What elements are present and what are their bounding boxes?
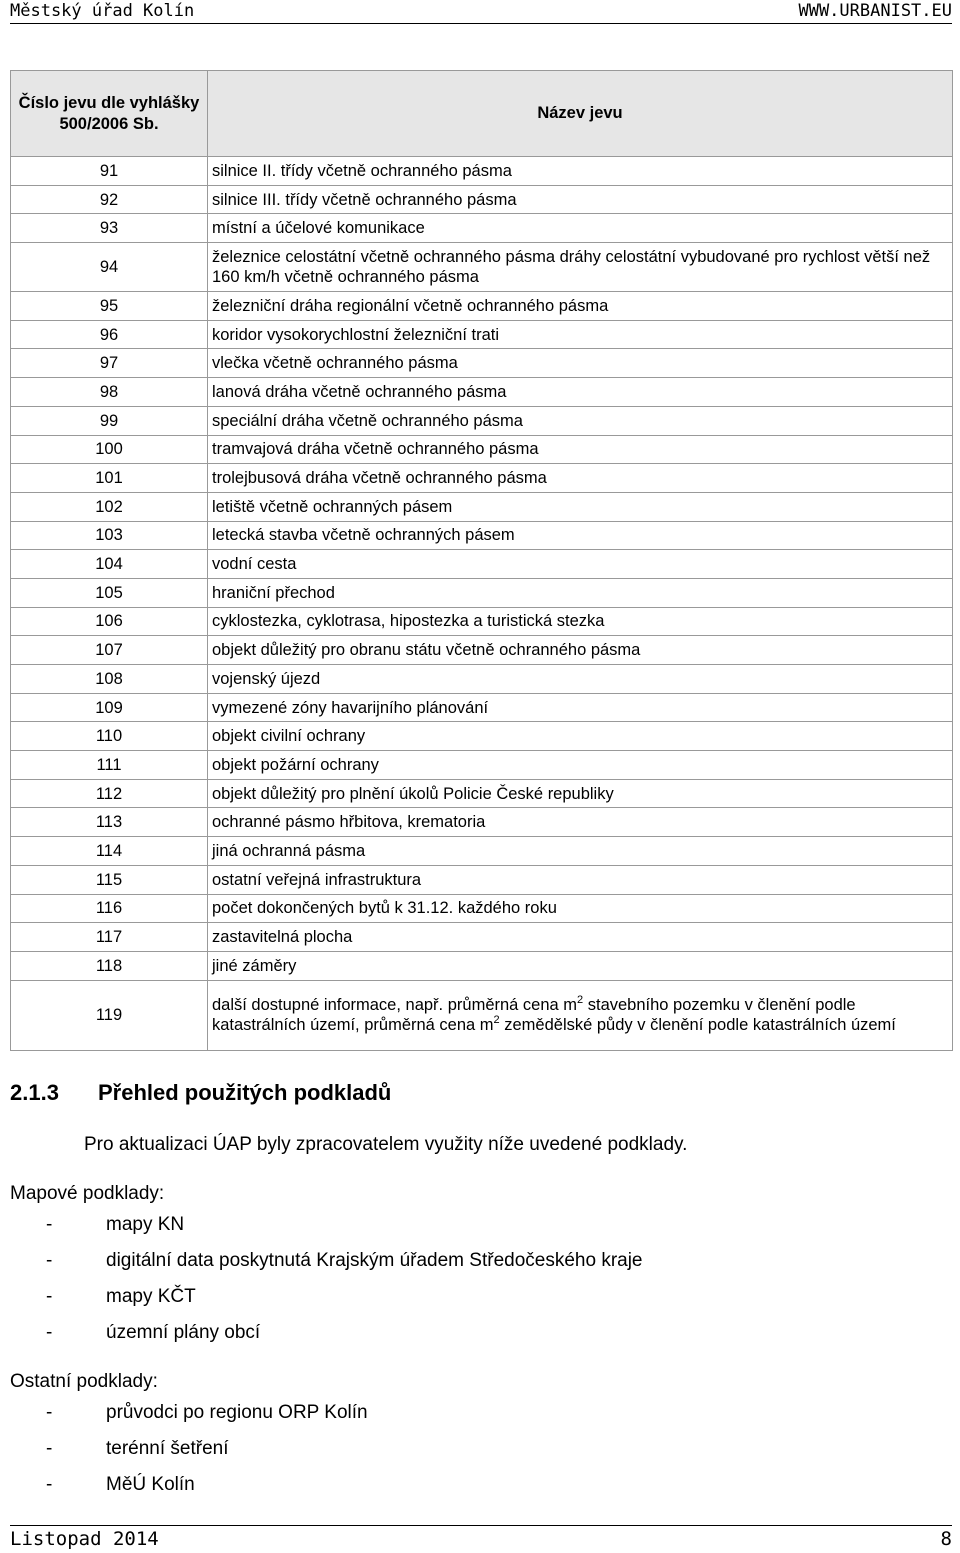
list-item xyxy=(46,1250,643,1272)
page-footer xyxy=(10,1525,952,1553)
superscript: 2 xyxy=(577,994,584,1007)
row-name: vojenský újezd xyxy=(208,665,953,694)
row-number: 114 xyxy=(11,837,208,866)
row-number: 119 xyxy=(11,980,208,1050)
table-row xyxy=(11,320,953,349)
row-number: 107 xyxy=(11,636,208,665)
row-name: vodní cesta xyxy=(208,550,953,579)
list-item xyxy=(46,1474,195,1496)
col-number-header: Číslo jevu dle vyhlášky 500/2006 Sb. xyxy=(11,71,208,157)
list-item xyxy=(46,1214,184,1236)
table-row xyxy=(11,665,953,694)
page-header xyxy=(10,0,952,24)
table-row xyxy=(11,464,953,493)
bullet: - xyxy=(46,1402,53,1423)
table-row xyxy=(11,378,953,407)
row-name-part: další dostupné informace, např. průměrná cena m xyxy=(212,996,578,1015)
intro-paragraph: Pro aktualizaci ÚAP byly zpracovatelem využity níže uvedené podklady. xyxy=(84,1134,688,1155)
section-number: 2.1.3 xyxy=(10,1080,59,1105)
table-row xyxy=(11,607,953,636)
superscript: 2 xyxy=(493,1014,500,1027)
row-number: 95 xyxy=(11,292,208,321)
table-row xyxy=(11,521,953,550)
footer-date: Listopad 2014 xyxy=(10,1528,159,1550)
header-office: Městský úřad Kolín xyxy=(10,1,195,21)
row-number: 110 xyxy=(11,722,208,751)
row-name: zastavitelná plocha xyxy=(208,923,953,952)
list-item-text: průvodci po regionu ORP Kolín xyxy=(106,1402,368,1423)
table-row xyxy=(11,951,953,980)
row-number: 100 xyxy=(11,435,208,464)
col-name-header: Název jevu xyxy=(208,71,953,157)
header-website: WWW.URBANIST.EU xyxy=(798,1,952,21)
row-name: cyklostezka, cyklotrasa, hipostezka a turistická stezka xyxy=(208,607,953,636)
table-row xyxy=(11,292,953,321)
table-row xyxy=(11,578,953,607)
row-name: trolejbusová dráha včetně ochranného pásma xyxy=(208,464,953,493)
list-item xyxy=(46,1322,260,1344)
row-number: 103 xyxy=(11,521,208,550)
row-name: lanová dráha včetně ochranného pásma xyxy=(208,378,953,407)
map-sources-label: Mapové podklady: xyxy=(10,1183,165,1204)
row-name: silnice II. třídy včetně ochranného pásma xyxy=(208,157,953,186)
row-name: vymezené zóny havarijního plánování xyxy=(208,693,953,722)
bullet: - xyxy=(46,1474,53,1495)
list-item-text: terénní šetření xyxy=(106,1438,229,1459)
table-row xyxy=(11,492,953,521)
row-name: koridor vysokorychlostní železniční trati xyxy=(208,320,953,349)
row-number: 109 xyxy=(11,693,208,722)
row-number: 96 xyxy=(11,320,208,349)
row-name: místní a účelové komunikace xyxy=(208,214,953,243)
table-row xyxy=(11,751,953,780)
row-name: hraniční přechod xyxy=(208,578,953,607)
list-item-text: mapy KČT xyxy=(106,1286,196,1307)
list-item-text: MěÚ Kolín xyxy=(106,1474,195,1495)
row-number: 116 xyxy=(11,894,208,923)
row-number: 98 xyxy=(11,378,208,407)
list-item-text: digitální data poskytnutá Krajským úřadem Středočeského kraje xyxy=(106,1250,643,1271)
row-number: 105 xyxy=(11,578,208,607)
section-heading xyxy=(10,1080,391,1106)
row-number: 91 xyxy=(11,157,208,186)
row-number: 106 xyxy=(11,607,208,636)
bullet: - xyxy=(46,1250,53,1271)
other-sources-label: Ostatní podklady: xyxy=(10,1371,158,1392)
table-row xyxy=(11,214,953,243)
row-name: ochranné pásmo hřbitova, krematoria xyxy=(208,808,953,837)
row-name xyxy=(208,980,953,1050)
row-number: 97 xyxy=(11,349,208,378)
row-number: 117 xyxy=(11,923,208,952)
row-number: 93 xyxy=(11,214,208,243)
table-row xyxy=(11,722,953,751)
list-item xyxy=(46,1402,368,1424)
row-name: vlečka včetně ochranného pásma xyxy=(208,349,953,378)
row-name: tramvajová dráha včetně ochranného pásma xyxy=(208,435,953,464)
row-number: 118 xyxy=(11,951,208,980)
row-number: 113 xyxy=(11,808,208,837)
table-row xyxy=(11,980,953,1050)
phenomena-table xyxy=(10,70,953,1051)
row-number: 108 xyxy=(11,665,208,694)
table-row xyxy=(11,157,953,186)
row-name: silnice III. třídy včetně ochranného pásma xyxy=(208,185,953,214)
table-row xyxy=(11,636,953,665)
row-name: letiště včetně ochranných pásem xyxy=(208,492,953,521)
bullet: - xyxy=(46,1214,53,1235)
row-name: jiné záměry xyxy=(208,951,953,980)
section-title: Přehled použitých podkladů xyxy=(98,1080,392,1105)
table-row xyxy=(11,865,953,894)
table-row xyxy=(11,693,953,722)
table-row xyxy=(11,349,953,378)
row-name-part: stavebního pozemku v členění podle katastrálních území, průměrná cena m xyxy=(212,996,856,1035)
row-number: 111 xyxy=(11,751,208,780)
row-name: objekt požární ochrany xyxy=(208,751,953,780)
table-header-row xyxy=(11,71,953,157)
row-name: objekt důležitý pro plnění úkolů Policie České republiky xyxy=(208,779,953,808)
list-item-text: mapy KN xyxy=(106,1214,185,1235)
table-row xyxy=(11,808,953,837)
row-name: objekt důležitý pro obranu státu včetně ochranného pásma xyxy=(208,636,953,665)
bullet: - xyxy=(46,1438,53,1459)
bullet: - xyxy=(46,1322,53,1343)
row-name-part: zemědělské půdy v členění podle katastrálních území xyxy=(499,1016,896,1035)
row-number: 102 xyxy=(11,492,208,521)
row-name: jiná ochranná pásma xyxy=(208,837,953,866)
list-item xyxy=(46,1286,196,1308)
table-row xyxy=(11,435,953,464)
row-name: ostatní veřejná infrastruktura xyxy=(208,865,953,894)
table-row xyxy=(11,185,953,214)
row-number: 112 xyxy=(11,779,208,808)
table-row xyxy=(11,923,953,952)
row-number: 92 xyxy=(11,185,208,214)
row-number: 94 xyxy=(11,243,208,292)
bullet: - xyxy=(46,1286,53,1307)
table-row xyxy=(11,406,953,435)
row-name: speciální dráha včetně ochranného pásma xyxy=(208,406,953,435)
table-row xyxy=(11,837,953,866)
row-number: 99 xyxy=(11,406,208,435)
row-number: 101 xyxy=(11,464,208,493)
row-number: 115 xyxy=(11,865,208,894)
list-item-text: územní plány obcí xyxy=(106,1322,261,1343)
row-name: letecká stavba včetně ochranných pásem xyxy=(208,521,953,550)
table-row xyxy=(11,894,953,923)
row-name: objekt civilní ochrany xyxy=(208,722,953,751)
page-number: 8 xyxy=(940,1528,952,1550)
table-row xyxy=(11,243,953,292)
row-name: železniční dráha regionální včetně ochranného pásma xyxy=(208,292,953,321)
list-item xyxy=(46,1438,229,1460)
row-name: železnice celostátní včetně ochranného pásma dráhy celostátní vybudované pro rychlost větší než 160 km/h včetně ochranného pásma xyxy=(208,243,953,292)
table-row xyxy=(11,779,953,808)
row-number: 104 xyxy=(11,550,208,579)
table-row xyxy=(11,550,953,579)
row-name: počet dokončených bytů k 31.12. každého roku xyxy=(208,894,953,923)
